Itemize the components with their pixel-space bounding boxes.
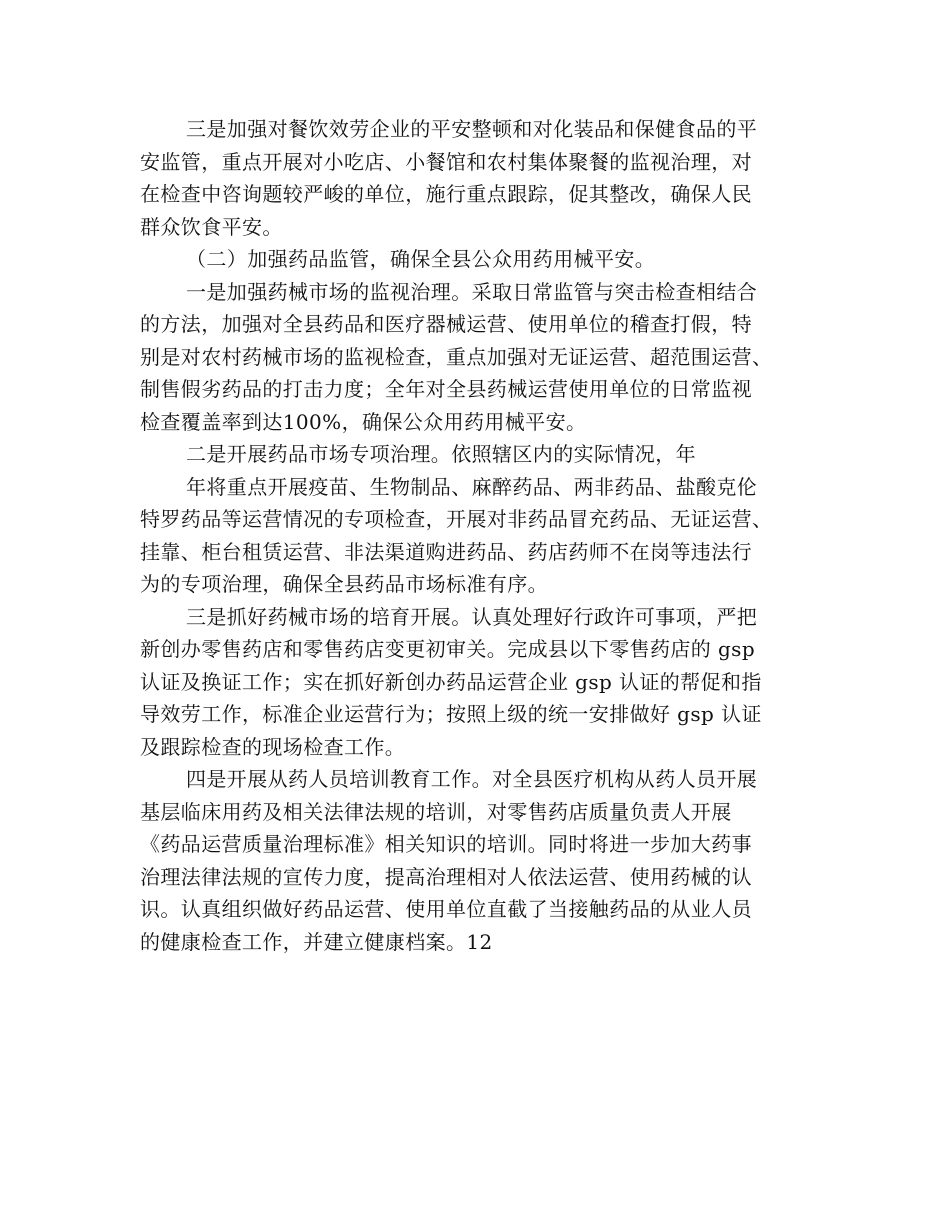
paragraph-market-development [140,601,830,764]
text-line: 安监管，重点开展对小吃店、小餐馆和农村集体聚餐的监视治理，对 [140,149,752,174]
text-line: 治理法律法规的宣传力度，提高治理相对人依法运营、使用药械的认 [140,864,752,889]
text-line: 制售假劣药品的打击力度；全年对全县药械运营使用单位的日常监视 [140,377,752,401]
paragraph-special-governance [140,438,830,471]
text-line: 基层临床用药及相关法律法规的培训，对零售药店质量负责人开展 [140,799,732,824]
text-line: 认证及换证工作；实在抓好新创办药品运营企业 gsp 认证的帮促和指 [140,669,762,694]
text-line: 四是开展从药人员培训教育工作。对全县医疗机构从药人员开展 [186,767,758,791]
text-line: 特罗药品等运营情况的专项检查，开展对非药品冒充药品、无证运营、 [140,507,773,531]
text-line: 《药品运营质量治理标准》相关知识的培训。同时将进一步加大药事 [140,832,752,856]
text-line: 检查覆盖率到达100%，确保公众用药用械平安。 [140,409,587,434]
text-line: 别是对农村药械市场的监视检查，重点加强对无证运营、超范围运营、 [140,344,773,369]
text-line: 三是抓好药械市场的培育开展。认真处理好行政许可事项，严把 [186,604,758,629]
text-line: 一是加强药械市场的监视治理。采取日常监管与突击检查相结合 [186,279,758,304]
text-line: 导效劳工作，标准企业运营行为；按照上级的统一安排做好 gsp 认证 [140,702,762,726]
text-line: 在检查中咨询题较严峻的单位，施行重点跟踪，促其整改，确保人民 [140,182,752,206]
document-body [140,113,830,958]
text-line: 群众饮食平安。 [140,214,283,239]
text-line: 的健康检查工作，并建立健康档案。12 [140,929,493,954]
section-heading: （二）加强药品监管，确保全县公众用药用械平安。 [186,247,656,271]
paragraph-market-supervision [140,276,830,439]
text-line: 的方法，加强对全县药品和医疗器械运营、使用单位的稽查打假，特 [140,312,752,336]
paragraph-staff-training [140,763,830,958]
text-line: 识。认真组织做好药品运营、使用单位直截了当接触药品的从业人员 [140,897,752,921]
paragraph-special-inspection [140,471,830,601]
text-line: 三是加强对餐饮效劳企业的平安整顿和对化装品和保健食品的平 [186,117,758,141]
paragraph-food-safety [140,113,830,243]
section-heading-drug-supervision [140,243,830,276]
text-line: 及跟踪检查的现场检查工作。 [140,734,406,759]
text-line: 为的专项治理，确保全县药品市场标准有序。 [140,572,548,596]
text-line: 新创办零售药店和零售药店变更初审关。完成县以下零售药店的 gsp [140,637,756,661]
text-line: 二是开展药品市场专项治理。依照辖区内的实际情况，年 [186,442,696,466]
text-line: 挂靠、柜台租赁运营、非法渠道购进药品、药店药师不在岗等违法行 [140,539,752,564]
text-line: 年将重点开展疫苗、生物制品、麻醉药品、两非药品、盐酸克伦 [186,474,758,499]
